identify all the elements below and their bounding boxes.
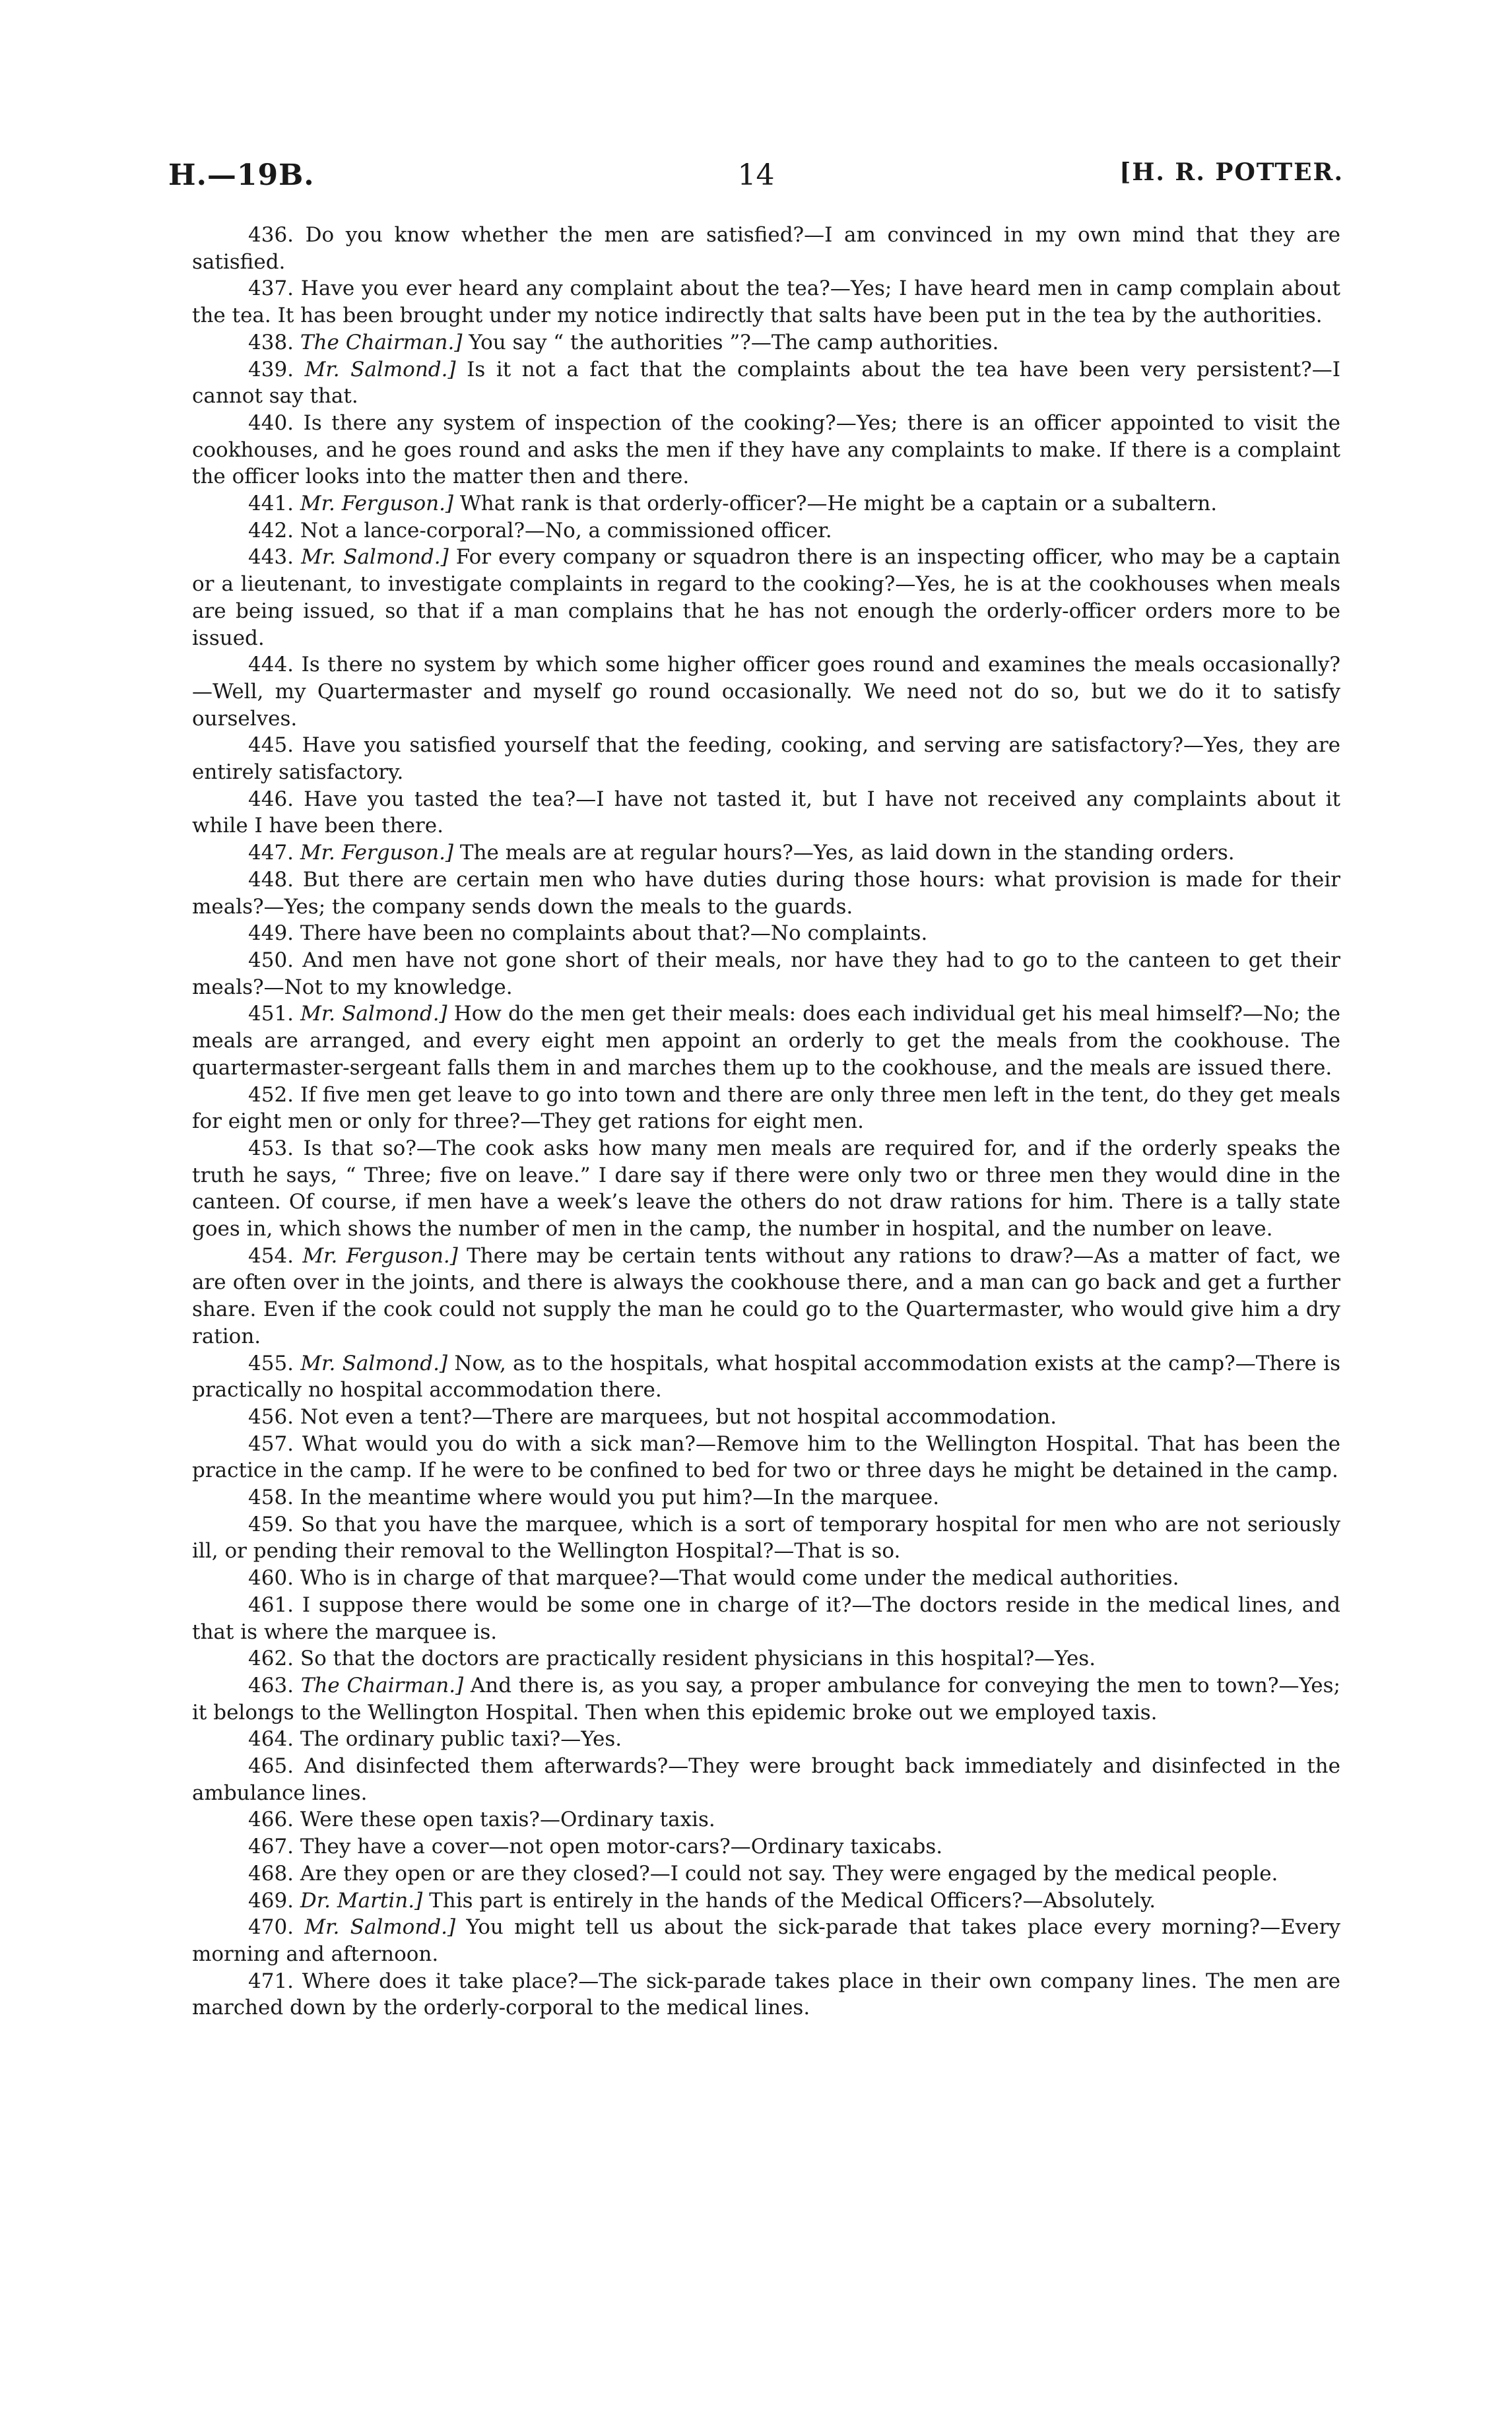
speaker-name: Dr. Martin.]	[300, 1888, 423, 1913]
question-paragraph	[192, 1484, 1340, 1511]
question-paragraph	[192, 1082, 1340, 1135]
evidence-transcript	[192, 222, 1340, 2021]
question-answer-text: So that you have the marquee, which is a sort of temporary hospital for men who are not seriously ill, or pending their removal to the Wellington Hospital?—That is so.	[192, 1512, 1341, 1563]
question-number: 449.	[248, 921, 294, 946]
question-paragraph	[192, 732, 1340, 785]
question-number: 441.	[248, 492, 294, 516]
question-answer-text: They have a cover—not open motor-cars?—Ordinary taxicabs.	[300, 1835, 943, 1859]
question-paragraph	[192, 920, 1340, 947]
question-answer-text: And disinfected them afterwards?—They were brought back immediately and disinfected in the ambulance lines.	[192, 1754, 1340, 1805]
question-number: 464.	[248, 1727, 294, 1752]
speaker-name: Mr. Salmond.]	[300, 1351, 448, 1375]
question-number: 450.	[248, 948, 294, 972]
question-paragraph	[192, 1243, 1340, 1350]
question-answer-text: What would you do with a sick man?—Remove him to the Wellington Hospital. That has been the practice in the camp. If he were to be confined to bed for two or three days he might be detained in the camp.	[192, 1431, 1340, 1483]
question-answer-text: Were these open taxis?—Ordinary taxis.	[300, 1808, 715, 1832]
question-paragraph	[192, 1001, 1340, 1081]
question-answer-text: Are they open or are they closed?—I could not say. They were engaged by the medical people.	[300, 1861, 1278, 1886]
question-answer-text: You might tell us about the sick-parade that takes place every morning?—Every morning and afternoon.	[192, 1915, 1340, 1966]
question-number: 448.	[248, 867, 294, 892]
page-header	[168, 158, 1344, 198]
question-paragraph	[192, 329, 1340, 356]
question-number: 461.	[248, 1593, 294, 1617]
question-answer-text: Have you ever heard any complaint about the tea?—Yes; I have heard men in camp complain about the tea. It has been brought under my notice indirectly that salts have been put in the tea by the authorities.	[192, 277, 1341, 328]
question-number: 436.	[248, 223, 294, 247]
question-answer-text: What rank is that orderly-officer?—He might be a captain or a subaltern.	[459, 492, 1218, 516]
question-paragraph	[192, 544, 1340, 651]
question-number: 445.	[248, 733, 294, 758]
question-number: 470.	[248, 1915, 294, 1940]
question-answer-text: Who is in charge of that marquee?—That would come under the medical authorities.	[300, 1566, 1179, 1591]
question-paragraph	[192, 1350, 1340, 1404]
question-number: 440.	[248, 411, 294, 435]
question-paragraph	[192, 1511, 1340, 1565]
question-paragraph	[192, 651, 1340, 732]
question-answer-text: And men have not gone short of their meals, nor have they had to go to the canteen to get their meals?—Not to my knowledge.	[192, 948, 1340, 999]
question-paragraph	[192, 222, 1340, 275]
question-answer-text: Not a lance-corporal?—No, a commissioned officer.	[300, 518, 832, 542]
question-paragraph	[192, 490, 1340, 517]
question-paragraph	[192, 839, 1340, 867]
question-answer-text: Now, as to the hospitals, what hospital accommodation exists at the camp?—There is practically no hospital accommodation there.	[192, 1351, 1340, 1402]
question-paragraph	[192, 1135, 1340, 1243]
question-answer-text: There have been no complaints about that?—No complaints.	[300, 921, 928, 946]
paper-reference: H.—19B.	[168, 158, 315, 192]
question-number: 469.	[248, 1888, 294, 1913]
question-number: 465.	[248, 1754, 294, 1779]
question-number: 462.	[248, 1647, 294, 1671]
speaker-name: Mr. Salmond.]	[300, 1002, 447, 1026]
question-paragraph	[192, 1404, 1340, 1431]
question-number: 439.	[248, 357, 294, 381]
question-number: 442.	[248, 518, 294, 542]
question-number: 446.	[248, 787, 294, 811]
question-number: 458.	[248, 1486, 294, 1510]
question-answer-text: Is there any system of inspection of the cooking?—Yes; there is an officer appointed to visit the cookhouses, and he goes round and asks the men if they have any complaints to make. If there is a complaint the officer looks into the matter then and there.	[192, 411, 1340, 489]
question-paragraph	[192, 517, 1340, 544]
question-paragraph	[192, 410, 1340, 490]
question-answer-text: Have you satisfied yourself that the feeding, cooking, and serving are satisfactory?—Yes, they are entirely satisfactory.	[192, 733, 1340, 785]
question-number: 468.	[248, 1861, 294, 1886]
question-answer-text: In the meantime where would you put him?—In the marquee.	[300, 1486, 940, 1510]
question-paragraph	[192, 1672, 1340, 1726]
question-paragraph	[192, 356, 1340, 410]
question-number: 451.	[248, 1002, 294, 1026]
speaker-name: Mr. Ferguson.]	[300, 841, 454, 865]
question-number: 463.	[248, 1673, 294, 1697]
question-paragraph	[192, 1592, 1340, 1645]
question-answer-text: Do you know whether the men are satisfied?—I am convinced in my own mind that they are satisfied.	[192, 223, 1341, 274]
question-answer-text: If five men get leave to go into town and there are only three men left in the tent, do they get meals for eight men or only for three?—They get rations for eight men.	[192, 1082, 1340, 1134]
speaker-name: The Chairman.]	[300, 330, 463, 354]
speaker-name: The Chairman.]	[300, 1673, 464, 1697]
question-number: 437.	[248, 277, 294, 301]
question-paragraph	[192, 1914, 1340, 1967]
question-answer-text: Not even a tent?—There are marquees, but not hospital accommodation.	[300, 1404, 1057, 1429]
question-number: 457.	[248, 1431, 294, 1456]
question-answer-text: This part is entirely in the hands of the Medical Officers?—Absolutely.	[429, 1888, 1156, 1913]
question-answer-text: I suppose there would be some one in charge of it?—The doctors reside in the medical lines, and that is where the marquee is.	[192, 1593, 1341, 1644]
question-number: 466.	[248, 1808, 294, 1832]
question-number: 460.	[248, 1566, 294, 1591]
question-paragraph	[192, 1833, 1340, 1860]
question-paragraph	[192, 1753, 1340, 1806]
question-number: 443.	[248, 545, 294, 570]
question-paragraph	[192, 1431, 1340, 1484]
question-number: 454.	[248, 1243, 294, 1268]
question-paragraph	[192, 275, 1340, 329]
question-paragraph	[192, 786, 1340, 839]
witness-name: [H. R. POTTER.	[1119, 158, 1344, 186]
question-number: 453.	[248, 1136, 294, 1160]
question-paragraph	[192, 1968, 1340, 2021]
question-answer-text: For every company or squadron there is an inspecting officer, who may be a captain or a lieutenant, to investigate complaints in regard to the cooking?—Yes, he is at the cookhouses when meals are being issued, so that if a man complains that he has not enough the orderly-officer orders more to be issued.	[192, 545, 1340, 650]
page-number: 14	[737, 158, 775, 192]
question-paragraph	[192, 1806, 1340, 1833]
speaker-name: Mr. Ferguson.]	[300, 492, 454, 516]
question-answer-text: The meals are at regular hours?—Yes, as laid down in the standing orders.	[459, 841, 1235, 865]
question-number: 456.	[248, 1404, 294, 1429]
question-answer-text: There may be certain tents without any rations to draw?—As a matter of fact, we are often over in the joints, and there is always the cookhouse there, and a man can go back and get a further share. Even if the cook could not supply the man he could go to the Quartermaster, who would give him a dry ration.	[192, 1243, 1341, 1348]
question-paragraph	[192, 1726, 1340, 1753]
question-answer-text: And there is, as you say, a proper ambulance for conveying the men to town?—Yes; it belongs to the Wellington Hospital. Then when this epidemic broke out we employed taxis.	[192, 1673, 1340, 1725]
question-number: 467.	[248, 1835, 294, 1859]
question-answer-text: Is there no system by which some higher officer goes round and examines the meals occasionally?—Well, my Quartermaster and myself go round occasionally. We need not do so, but we do it to satisfy ourselves.	[192, 653, 1340, 731]
speaker-name: Mr. Salmond.]	[301, 545, 449, 570]
question-answer-text: You say “ the authorities ”?—The camp authorities.	[469, 330, 999, 354]
question-answer-text: How do the men get their meals: does each individual get his meal himself?—No; the meals are arranged, and every eight men appoint an orderly to get the meals from the cookhouse. The quartermaster-sergeant falls them in and marches them up to the cookhouse, and the meals are issued there.	[192, 1002, 1340, 1080]
speaker-name: Mr. Salmond.]	[304, 357, 456, 381]
question-paragraph	[192, 1860, 1340, 1888]
speaker-name: Mr. Salmond.]	[304, 1915, 456, 1940]
question-paragraph	[192, 867, 1340, 920]
question-answer-text: Have you tasted the tea?—I have not tasted it, but I have not received any complaints about it while I have been there.	[192, 787, 1340, 838]
question-answer-text: Is it not a fact that the complaints about the tea have been very persistent?—I cannot say that.	[192, 357, 1340, 409]
question-number: 452.	[248, 1082, 294, 1107]
question-number: 444.	[248, 653, 294, 677]
question-answer-text: Is that so?—The cook asks how many men meals are required for, and if the orderly speaks the truth he says, “ Three; five on leave.” I dare say if there were only two or three men they would dine in the canteen. Of course, if men have a week’s leave the others do not draw rations for him. There is a tally state goes in, which shows the number of men in the camp, the number in hospital, and the number on leave.	[192, 1136, 1341, 1241]
question-number: 459.	[248, 1512, 294, 1536]
speaker-name: Mr. Ferguson.]	[302, 1243, 458, 1268]
question-number: 447.	[248, 841, 294, 865]
question-number: 438.	[248, 330, 294, 354]
question-answer-text: But there are certain men who have duties during those hours: what provision is made for their meals?—Yes; the company sends down the meals to the guards.	[192, 867, 1341, 919]
question-answer-text: So that the doctors are practically resident physicians in this hospital?—Yes.	[300, 1647, 1096, 1671]
question-paragraph	[192, 1645, 1340, 1672]
question-answer-text: Where does it take place?—The sick-parade takes place in their own company lines. The men are marched down by the orderly-corporal to the medical lines.	[192, 1969, 1340, 2020]
question-paragraph	[192, 1888, 1340, 1915]
question-paragraph	[192, 947, 1340, 1001]
question-paragraph	[192, 1565, 1340, 1592]
question-answer-text: The ordinary public taxi?—Yes.	[300, 1727, 622, 1752]
question-number: 455.	[248, 1351, 294, 1375]
question-number: 471.	[248, 1969, 294, 1993]
